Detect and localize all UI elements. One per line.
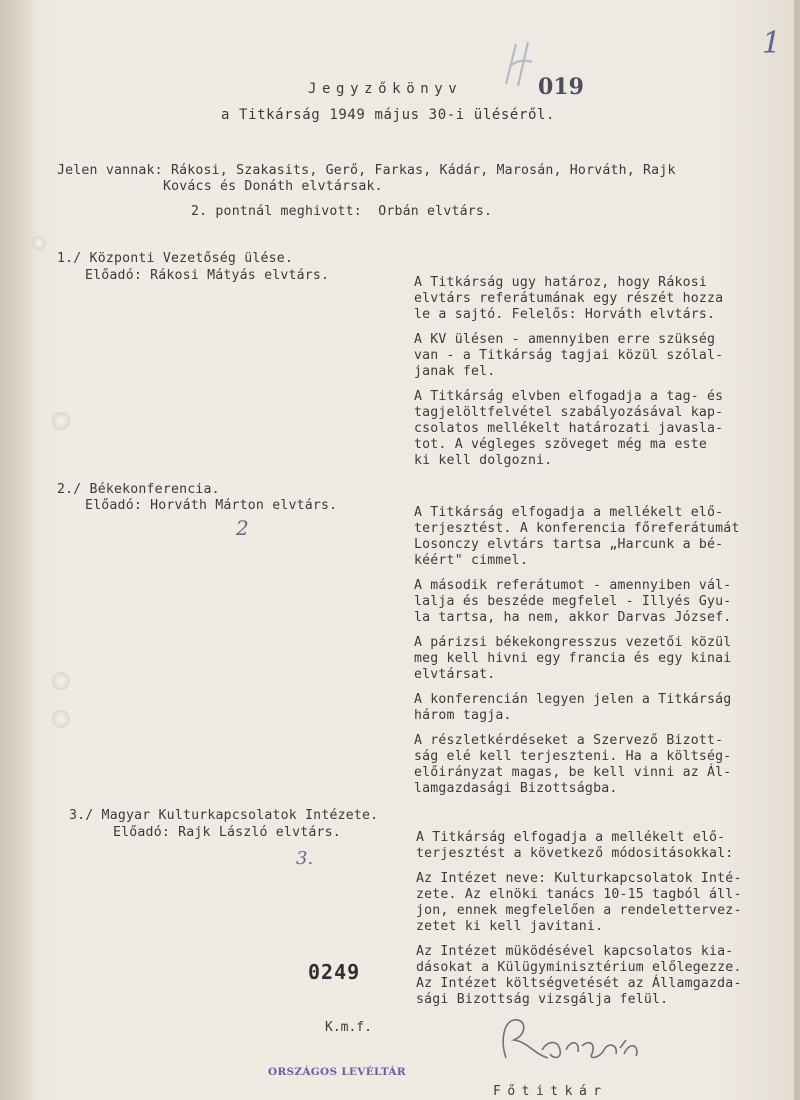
section-3-decision-line: dásokat a Külügyminisztérium előlegezze.	[416, 960, 742, 975]
section-1-decision-line: tot. A végleges szöveget még ma este	[414, 437, 708, 452]
punch-hole	[52, 672, 70, 690]
section-2-title: 2./ Békekonferencia.	[57, 482, 220, 497]
section-2-decision-line: elvtársat.	[414, 667, 496, 682]
section-3-decision-line: sági Bizottság vizsgálja felül.	[416, 992, 669, 1007]
section-3-decision-line: Az Intézet neve: Kulturkapcsolatok Inté-	[416, 871, 742, 886]
handwritten-scribble-mark	[498, 36, 538, 96]
section-1-decision-line: janak fel.	[414, 364, 496, 379]
document-number-stamp: 0249	[308, 960, 361, 984]
section-2-decision-line: terjesztést. A konferencia főreferátumát	[414, 521, 740, 536]
section-2-decision-line: három tagja.	[414, 708, 512, 723]
document-title: Jegyzőkönyv	[308, 81, 463, 97]
section-2-decision-line: előirányzat magas, be kell vinni az Ál-	[414, 765, 732, 780]
attendees-line-2: Kovács és Donáth elvtársak.	[163, 179, 383, 194]
section-1-decision-line: van - a Titkárság tagjai közül szólal-	[414, 348, 724, 363]
invited-line: 2. pontnál meghivott: Orbán elvtárs.	[191, 204, 493, 219]
section-2-decision-line: la tartsa, ha nem, akkor Darvas József.	[414, 610, 732, 625]
section-2-decision-line: ság elé kell terjeszteni. Ha a költség-	[414, 749, 732, 764]
handwritten-page-number: 1	[762, 26, 782, 61]
page-edge-left	[0, 0, 36, 1100]
section-2-decision-line: A konferencián legyen jelen a Titkárság	[414, 692, 732, 707]
section-3-decision-line: Az Intézet költségvetését az Államgazda-	[416, 976, 742, 991]
punch-hole	[52, 710, 70, 728]
section-2-decision-line: lalja és beszéde megfelel - Illyés Gyu-	[414, 594, 732, 609]
handwritten-signature	[470, 1010, 670, 1070]
section-1-decision-line: elvtárs referátumának egy részét hozza	[414, 291, 724, 306]
handwritten-section-3-number: 3.	[296, 848, 314, 869]
section-1-decision-line: le a sajtó. Felelős: Horváth elvtárs.	[414, 307, 716, 322]
punch-hole	[52, 412, 70, 430]
signature-title: Főtitkár	[493, 1084, 608, 1099]
section-1-decision-line: A Titkárság elvben elfogadja a tag- és	[414, 389, 724, 404]
section-3-decision-line: jon, ennek megfelelően a rendelettervez-	[416, 903, 742, 918]
section-1-decision-line: A Titkárság ugy határoz, hogy Rákosi	[414, 275, 708, 290]
section-1-decision-line: ki kell dolgozni.	[414, 453, 553, 468]
section-2-decision-line: Losonczy elvtárs tartsa „Harcunk a bé-	[414, 537, 724, 552]
section-2-decision-line: A párizsi békekongresszus vezetői közül	[414, 635, 732, 650]
handwritten-doc-number: 019	[538, 74, 584, 100]
handwritten-section-2-number: 2	[236, 516, 249, 540]
section-3-decision-line: terjesztést a következő módositásokkal:	[416, 846, 734, 861]
page-edge-right	[794, 0, 800, 1100]
section-3-decision-line: zete. Az elnöki tanács 10-15 tagból áll-	[416, 887, 742, 902]
section-2-decision-line: kéért" cimmel.	[414, 553, 528, 568]
section-3-decision-line: zetet ki kell javitani.	[416, 919, 604, 934]
archive-stamp: ORSZÁGOS LEVÉLTÁR	[268, 1066, 406, 1078]
section-3-decision-line: A Titkárság elfogadja a mellékelt elő-	[416, 830, 726, 845]
attendees-line-1: Jelen vannak: Rákosi, Szakasits, Gerő, Farkas, Kádár, Marosán, Horváth, Rajk	[57, 163, 676, 178]
document-subtitle: a Titkárság 1949 május 30-i üléséről.	[221, 107, 556, 123]
section-3-title: 3./ Magyar Kulturkapcsolatok Intézete.	[69, 808, 379, 823]
section-2-decision-line: meg kell hivni egy francia és egy kinai	[414, 651, 732, 666]
punch-hole	[32, 236, 46, 250]
section-2-decision-line: lamgazdasági Bizottságba.	[414, 781, 618, 796]
section-1-decision-line: tagjelöltfelvétel szabályozásával kap-	[414, 405, 724, 420]
section-2-decision-line: A Titkárság elfogadja a mellékelt elő-	[414, 505, 724, 520]
section-1-presenter: Előadó: Rákosi Mátyás elvtárs.	[85, 268, 330, 283]
section-2-presenter: Előadó: Horváth Márton elvtárs.	[85, 498, 338, 513]
section-1-decision-line: A KV ülésen - amennyiben erre szükség	[414, 332, 716, 347]
section-3-decision-line: Az Intézet müködésével kapcsolatos kia-	[416, 944, 734, 959]
section-3-presenter: Előadó: Rajk László elvtárs.	[113, 825, 341, 840]
section-1-decision-line: csolatos mellékelt határozati javasla-	[414, 421, 724, 436]
section-1-title: 1./ Központi Vezetőség ülése.	[57, 251, 294, 266]
kmf-text: K.m.f.	[325, 1020, 372, 1035]
section-2-decision-line: A második referátumot - amennyiben vál-	[414, 578, 732, 593]
section-2-decision-line: A részletkérdéseket a Szervező Bizott-	[414, 733, 724, 748]
